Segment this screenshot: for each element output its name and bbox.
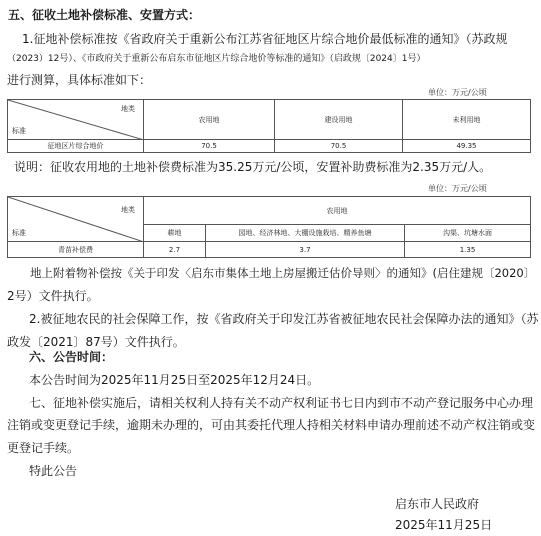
section6-text: 本公告时间为2025年11月25日至2025年12月24日。	[29, 373, 320, 387]
section5-heading: 五、征收土地补偿标准、安置方式：	[8, 8, 201, 22]
table1-cell: 70.5	[144, 140, 275, 153]
table1-row-label: 征地区片综合地价	[8, 140, 144, 153]
closing-text: 特此公告	[29, 464, 78, 478]
signature-org: 启东市人民政府	[395, 497, 480, 511]
table2-col-header: 耕地	[144, 225, 206, 242]
section5-item1-line3: 进行测算，具体标准如下：	[7, 73, 152, 87]
table1-col-header: 农用地	[144, 100, 275, 140]
table2-corner-cell	[8, 197, 144, 242]
table2-group-header: 农用地	[144, 197, 531, 225]
section5-attach-line2: 2号）文件执行。	[7, 289, 99, 303]
table1-col-header: 未利用地	[403, 100, 531, 140]
table2-col-header: 沟渠、坑塘水面	[405, 225, 531, 242]
table1-unit: 单位：万元/公顷	[428, 88, 487, 97]
section5-item1-line1: 1.征地补偿标准按《省政府关于重新公布江苏省征地区片综合地价最低标准的通知》（苏政规	[22, 32, 508, 46]
section5-attach-line1: 地上附着物补偿按《关于印发〈启东市集体土地上房屋搬迁估价导则〉的通知》(启住建规〔2020〕	[30, 266, 536, 280]
table2-unit: 单位：万元/公顷	[428, 184, 487, 193]
section5-item2-line2: 政发〔2021〕87号）文件执行。	[7, 335, 185, 349]
table2-col-header: 园地、经济林地、大棚设施栽培、精养鱼塘	[206, 225, 405, 242]
section7-line2: 注销或变更登记手续，逾期未办理的，可由其委托代理人持相关材料申请办理前述不动产权注销或变	[7, 418, 536, 432]
table1-header-left: 标准	[12, 127, 26, 135]
table2-diagonal-line	[8, 197, 144, 242]
section5-note: 说明：征收农用地的土地补偿费标准为35.25万元/公顷，安置补助费标准为2.35万元/人。	[14, 160, 492, 174]
table1-corner-cell	[8, 100, 144, 140]
signature-date: 2025年11月25日	[395, 518, 493, 532]
table1-cell: 49.35	[403, 140, 531, 153]
table1-header-top: 地类	[121, 105, 135, 113]
table2-row-label: 青苗补偿费	[8, 242, 144, 258]
section5-item1-line2: （2023）12号）、《市政府关于重新公布启东市征地区片综合地价等标准的通知》（启政规〔2024〕1号）	[7, 54, 426, 64]
table2-cell: 2.7	[144, 242, 206, 258]
table2-header-top: 地类	[121, 206, 135, 214]
table1-cell: 70.5	[275, 140, 403, 153]
section5-item2-line1: 2.被征地农民的社会保障工作，按《省政府关于印发江苏省被征地农民社会保障办法的通知》（苏	[29, 312, 539, 326]
table2-cell: 3.7	[206, 242, 405, 258]
table2-header-left: 标准	[12, 229, 26, 237]
table1-col-header: 建设用地	[275, 100, 403, 140]
section7-line1: 七、征地补偿实施后，请相关权利人持有关不动产权利证书七日内到市不动产登记服务中心办理	[29, 396, 534, 410]
table2-standards	[7, 196, 531, 258]
section7-line3: 更登记手续。	[7, 441, 80, 455]
table2-cell: 1.35	[405, 242, 531, 258]
table1-standards	[7, 99, 531, 153]
section6-heading: 六、公告时间：	[29, 350, 114, 364]
